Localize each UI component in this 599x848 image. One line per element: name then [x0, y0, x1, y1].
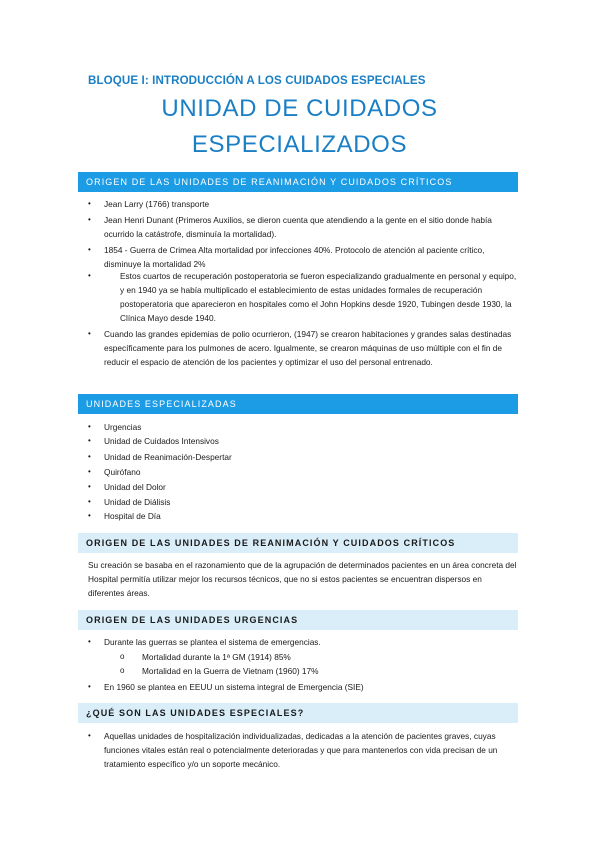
paragraph-origen: Su creación se basaba en el razonamiento que de la agrupación de determinados pacientes en un área concreta del Hospital permitía utilizar mejor los recursos técnicos, que no si estos pacientes se encuentran dispersos en diferentes áreas.: [88, 560, 517, 598]
bullet-icon: •: [88, 731, 91, 740]
bullet-icon: •: [88, 637, 91, 646]
bullet-icon: •: [88, 245, 91, 254]
list-item: • Urgencias: [88, 422, 142, 432]
bullet-icon: •: [88, 199, 91, 208]
list-item: • 1854 - Guerra de Crimea Alta mortalidad por infecciones 40%. Protocolo de atención al paciente crítico, disminuye la mortalidad 2%: [88, 245, 485, 269]
list-item: • Jean Larry (1766) transporte: [88, 199, 210, 209]
list-item: • Hospital de Día: [88, 511, 161, 521]
list-item: • Durante las guerras se plantea el sistema de emergencias.: [88, 637, 321, 647]
bullet-icon: •: [88, 329, 91, 338]
list-item: • En 1960 se plantea en EEUU un sistema integral de Emergencia (SIE): [88, 682, 364, 692]
list-item: • Unidad de Reanimación-Despertar: [88, 452, 232, 462]
circle-bullet-icon: o: [120, 666, 125, 675]
bullet-icon: •: [88, 482, 91, 491]
page-title-line2: ESPECIALIZADOS: [191, 131, 408, 158]
bullet-icon: •: [88, 436, 91, 445]
section-heading-origen-reanimacion-2: ORIGEN DE LAS UNIDADES DE REANIMACIÓN Y CUIDADOS CRÍTICOS: [78, 533, 518, 553]
bullet-icon: •: [88, 422, 91, 431]
list-item: • Unidad de Cuidados Intensivos: [88, 436, 219, 446]
section-heading-origen-urgencias: ORIGEN DE LAS UNIDADES URGENCIAS: [78, 610, 518, 630]
bloque-heading: BLOQUE I: INTRODUCCIÓN A LOS CUIDADOS ESPECIALES: [88, 74, 426, 87]
bullet-icon: •: [88, 682, 91, 691]
list-item: • Cuando las grandes epidemias de polio ocurrieron, (1947) se crearon habitaciones y grandes salas destinadas específicamente para los pulmones de acero. Igualmente, se crearon máquinas de uso múltiple con el fin de reducir el espacio de atención de los pacientes y optimizar el uso del personal entrenado.: [88, 329, 512, 367]
list-item: • Jean Henri Dunant (Primeros Auxilios, se dieron cuenta que atendiendo a la gente en el sitio donde había ocurrido la catástrofe, disminuía la mortalidad).: [88, 215, 492, 239]
section-heading-unidades-especializadas: UNIDADES ESPECIALIZADAS: [78, 394, 518, 414]
sub-list-item: o Mortalidad en la Guerra de Vietnam (1960) 17%: [120, 666, 319, 676]
list-item: • Unidad de Diálisis: [88, 497, 171, 507]
list-item: • Quirófano: [88, 467, 141, 477]
list-item: • Aquellas unidades de hospitalización individualizadas, dedicadas a la atención de pacientes graves, cuyas funciones vitales están real o potencialmente deterioradas y que para mantenerlos con vida precisan de un tratamiento específico y/o un soporte mecánico.: [88, 731, 498, 769]
bullet-icon: •: [88, 467, 91, 476]
circle-bullet-icon: o: [120, 652, 125, 661]
list-item: • Unidad del Dolor: [88, 482, 166, 492]
sub-list-item: o Mortalidad durante la 1ª GM (1914) 85%: [120, 652, 291, 662]
bullet-icon: •: [88, 271, 91, 280]
bullet-icon: •: [88, 215, 91, 224]
section-heading-origen-reanimacion: ORIGEN DE LAS UNIDADES DE REANIMACIÓN Y CUIDADOS CRÍTICOS: [78, 172, 518, 192]
bullet-icon: •: [88, 452, 91, 461]
section-heading-que-son: ¿QUÉ SON LAS UNIDADES ESPECIALES?: [78, 703, 518, 723]
bullet-icon: •: [88, 497, 91, 506]
bullet-icon: •: [88, 511, 91, 520]
list-item: • Estos cuartos de recuperación postoperatoria se fueron especializando gradualmente en personal y equipo, y en 1940 ya se había multiplicado el establecimiento de estas unidades formales de recuperación postoperatoria que aparecieron en hospitales como el John Hopkins desde 1920, Tubingen desde 1930, la Clínica Mayo desde 1940.: [88, 271, 517, 323]
page-title-line1: UNIDAD DE CUIDADOS: [161, 95, 438, 122]
